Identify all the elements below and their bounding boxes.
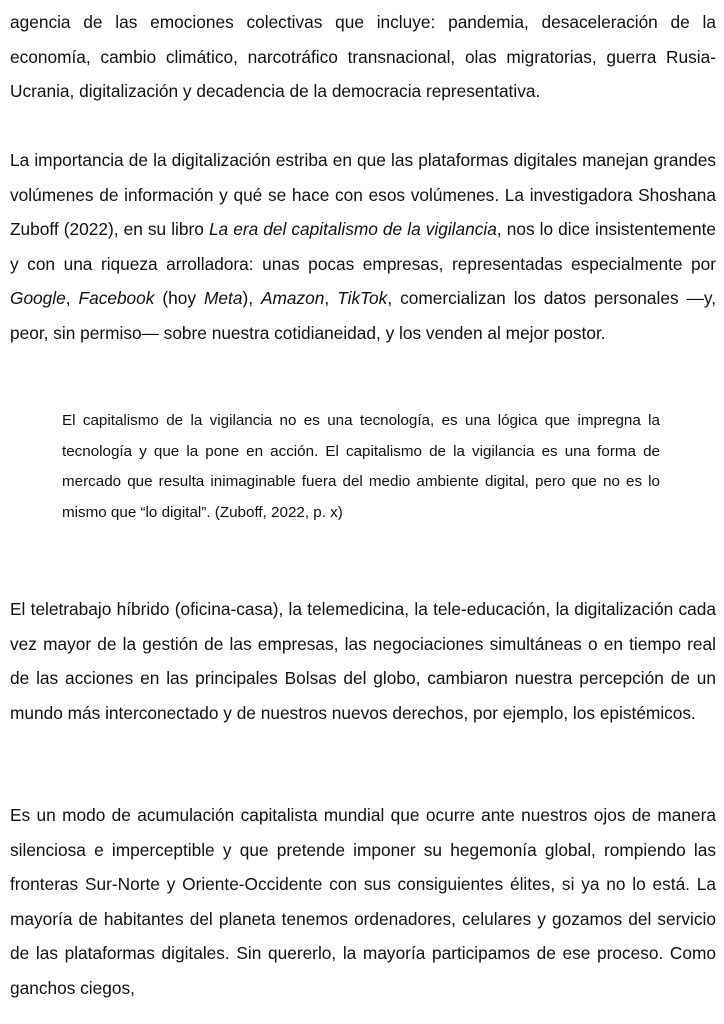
company-amazon: Amazon <box>261 288 325 308</box>
company-facebook: Facebook <box>78 288 155 308</box>
paragraph-text: , <box>65 288 79 308</box>
paragraph-digitalization <box>10 143 716 350</box>
paragraph-accumulation: Es un modo de acumulación capitalista mundial que ocurre ante nuestros ojos de manera silenciosa e imperceptible y que pretende imponer su hegemonía global, rompiendo las fronteras Sur-Norte y Oriente-Occidente con sus consiguientes élites, si ya no lo está. La mayoría de habitantes del planeta tenemos ordenadores, celulares y gozamos del servicio de las plataformas digitales. Sin quererlo, la mayoría participamos de ese proceso. Como ganchos ciegos, <box>10 805 716 998</box>
paragraph-text: La importancia de la digitalización estriba en que las plataformas digitales manejan grandes volúmenes de información y qué se hace con esos volúmenes. La investigadora Shoshana Zuboff (2022), en su libro <box>10 150 716 239</box>
company-meta: Meta <box>204 288 243 308</box>
company-google: Google <box>10 288 66 308</box>
paragraph-crises: agencia de las emociones colectivas que incluye: pandemia, desaceleración de la economía, cambio climático, narcotráfico transnacional, olas migratorias, guerra Rusia-Ucrania, digitalización y decadencia de la democracia representativa. <box>10 12 716 101</box>
paragraph-text: ), <box>242 288 261 308</box>
book-title: La era del capitalismo de la vigilancia <box>208 219 497 239</box>
paragraph-text: (hoy <box>154 288 205 308</box>
company-tiktok: TikTok <box>337 288 388 308</box>
paragraph-telework: El teletrabajo híbrido (oficina-casa), la telemedicina, la tele-educación, la digitalización cada vez mayor de la gestión de las empresas, las negociaciones simultáneas o en tiempo real de las acciones en las principales Bolsas del globo, cambiaron nuestra percepción de un mundo más interconectado y de nuestros nuevos derechos, por ejemplo, los epistémicos. <box>10 599 716 723</box>
block-quote: El capitalismo de la vigilancia no es una tecnología, es una lógica que impregna la tecnología y que la pone en acción. El capitalismo de la vigilancia es una forma de mercado que resulta inimaginable fuera del medio ambiente digital, pero que no es lo mismo que “lo digital”. (Zuboff, 2022, p. x) <box>62 412 660 521</box>
paragraph-text: , comercializan los datos personales —y, peor, sin permiso— sobre nuestra cotidianeidad, y los venden al mejor postor. <box>10 288 717 343</box>
paragraph-text: , <box>324 288 338 308</box>
paragraph-text: , nos lo dice insistentemente y con una riqueza arrolladora: unas pocas empresas, representadas especialmente por <box>10 219 716 274</box>
